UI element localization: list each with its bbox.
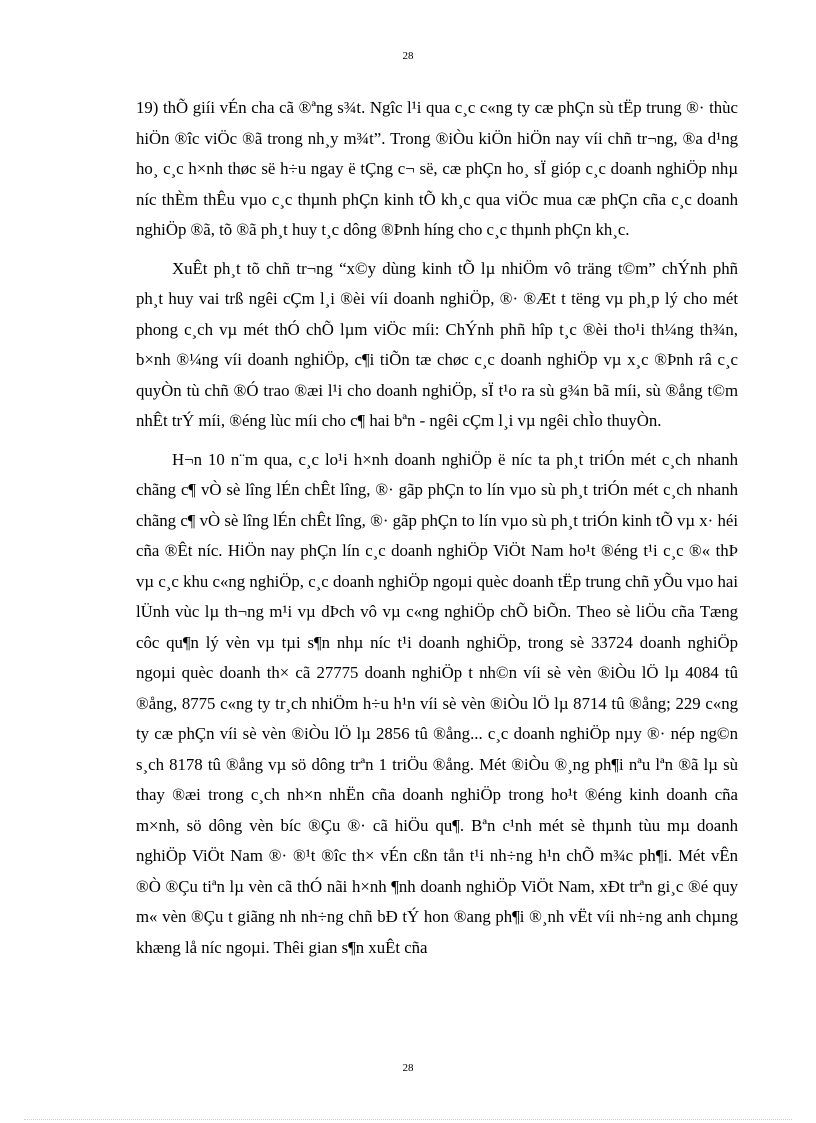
paragraph-2: XuÊt ph¸t tõ chñ tr¬ng “x©y dùng kinh tÕ lµ nhiÖm vô träng t©m” chÝnh phñ ph¸t huy vai trß ngêi cÇm l¸i ®èi víi doanh nghiÖp, ®· ®Æt t tëng vµ ph¸p lý cho mét phong c¸ch vµ mét thÓ chÕ lµm viÖc míi: ChÝnh phñ hîp t¸c ®èi tho¹i th¼ng th¾n, b×nh ®¼ng víi doanh nghiÖp, c¶i tiÕn tæ chøc c¸c doanh nghiÖp vµ x¸c ®Þnh râ c¸c quyÒn tù chñ ®Ó trao ®æi l¹i cho doanh nghiÖp, sÏ t¹o ra sù g¾n bã míi, sù ®ång t©m nhÊt trÝ míi, ®éng lùc míi cho c¶ hai bªn - ngêi cÇm l¸i vµ ngêi chÌo thuyÒn.: [136, 258, 738, 430]
paragraph-1: 19) thÕ giíi vÉn cha cã ®ªng s¾t. Ngîc l¹i qua c¸c c«ng ty cæ phÇn sù tËp trung ®· thùc hiÖn ®îc viÖc ®ã trong nh¸y m¾t”. Trong ®iÒu kiÖn hiÖn nay víi chñ tr¬ng, ®a d¹ng ho¸ c¸c h×nh thøc së h÷u ngay ë tÇng c¬ së, cæ phÇn ho¸ sÏ gióp c¸c doanh nghiÖp nhµ níc thÈm thÊu vµo c¸c thµnh phÇn kinh tÕ kh¸c qua viÖc mua cæ phÇn cña c¸c doanh nghiÖp ®ã, tõ ®ã ph¸t huy t¸c dông ®Þnh híng cho c¸c thµnh phÇn kh¸c.: [136, 98, 738, 239]
document-body: [136, 93, 738, 963]
page-edge-divider: [24, 1119, 792, 1120]
paragraph-3: H¬n 10 n¨m qua, c¸c lo¹i h×nh doanh nghiÖp ë níc ta ph¸t triÓn mét c¸ch nhanh chãng c¶ vÒ sè lîng lÉn chÊt lîng, ®· gãp phÇn to lín vµo sù ph¸t triÓn mét c¸ch nhanh chãng c¶ vÒ sè lîng lÉn chÊt lîng, ®· gãp phÇn to lín vµo sù ph¸t triÓn kinh tÕ vµ x· héi cña ®Êt níc. HiÖn nay phÇn lín c¸c doanh nghiÖp ViÖt Nam ho¹t ®éng t¹i c¸c ®« thÞ vµ c¸c khu c«ng nghiÖp, c¸c doanh nghiÖp ngoµi quèc doanh tËp trung chñ yÕu vµo hai lÜnh vùc lµ th¬ng m¹i vµ dÞch vô vµ c«ng nghiÖp chÕ biÕn. Theo sè liÖu cña Tæng côc qu¶n lý vèn vµ tµi s¶n nhµ níc t¹i doanh nghiÖp, trong sè 33724 doanh nghiÖp ngoµi quèc doanh th× cã 27775 doanh nghiÖp t nh©n víi sè vèn ®iÒu lÖ lµ 4084 tû ®ång, 8775 c«ng ty tr¸ch nhiÖm h÷u h¹n víi sè vèn ®iÒu lÖ lµ 8714 tû ®ång; 229 c«ng ty cæ phÇn víi sè vèn ®iÒu lÖ lµ 2856 tû ®ång... c¸c doanh nghiÖp nµy ®· nép ng©n s¸ch 8178 tû ®ång vµ sö dông trªn 1 triÖu ®ång. Mét ®iÒu ®¸ng ph¶i nªu lªn ®ã lµ sù thay ®æi trong c¸ch nh×n nhËn cña doanh nghiÖp trong ho¹t ®éng kinh doanh cña m×nh, sö dông vèn bíc ®Çu ®· cã hiÖu qu¶. Bªn c¹nh mét sè thµnh tùu mµ doanh nghiÖp ViÖt Nam ®· ®¹t ®îc th× vÉn cßn tån t¹i nh÷ng h¹n chÕ m¾c ph¶i. Mét vÊn ®Ò ®Çu tiªn lµ vèn cã thÓ nãi h×nh ¶nh doanh nghiÖp ViÖt Nam, xÐt trªn gi¸c ®é quy m« vèn ®Çu t giãng nh nh÷ng chñ bÐ tÝ hon ®ang ph¶i ®¸nh vËt víi nh÷ng anh chµng khæng lå níc ngoµi. Thêi gian s¶n xuÊt cña: [136, 449, 738, 957]
page-number-top: 28: [402, 50, 414, 62]
page-number-bottom: 28: [402, 1062, 414, 1074]
